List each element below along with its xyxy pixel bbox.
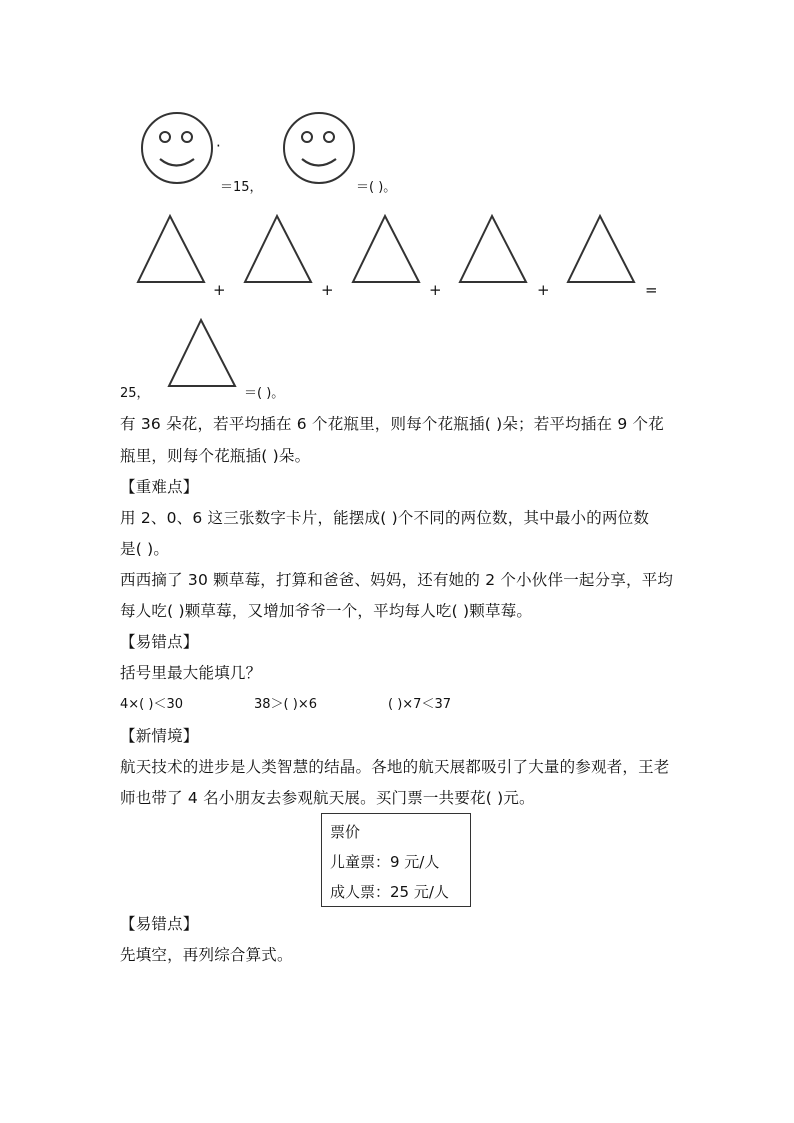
puzzle2-eq: ＝( )。 (244, 386, 285, 401)
q-bracket-title: 括号里最大能填几？ (120, 664, 262, 682)
smiley-face-icon (138, 112, 218, 186)
q-space-line2: 师也带了 4 名小朋友去参观航天展。买门票一共要花( )元。 (120, 789, 535, 807)
heading-error1: 【易错点】 (120, 633, 199, 651)
q-flowers-line1: 有 36 朵花，若平均插在 6 个花瓶里，则每个花瓶插( )朵；若平均插在 9 个花 (120, 415, 664, 433)
triangle-icon (351, 214, 421, 284)
q-fill: 先填空，再列综合算式。 (120, 946, 293, 964)
triangle-icon (167, 318, 237, 388)
heading-hard: 【重难点】 (120, 478, 199, 496)
q-bracket-expr3: ( )×7＜37 (388, 697, 451, 712)
q-bracket-expr1: 4×( )＜30 (120, 697, 183, 712)
triangle-icon (243, 214, 313, 284)
plus-sign: + (213, 281, 226, 299)
q-space-line1: 航天技术的进步是人类智慧的结晶。各地的航天展都吸引了大量的参观者，王老 (120, 758, 670, 776)
ticket-child: 儿童票：9 元/人 (330, 853, 440, 871)
plus-sign: + (429, 281, 442, 299)
triangle-icon (458, 214, 528, 284)
q-strawberry-line2: 每人吃( )颗草莓，又增加爷爷一个，平均每人吃( )颗草莓。 (120, 602, 533, 620)
q-flowers-line2: 瓶里，则每个花瓶插( )朵。 (120, 447, 311, 465)
q-bracket-expr2: 38＞( )×6 (254, 697, 317, 712)
puzzle1-eq1: ＝15， (220, 180, 263, 195)
heading-error2: 【易错点】 (120, 915, 199, 933)
q-strawberry-line1: 西西摘了 30 颗草莓，打算和爸爸、妈妈，还有她的 2 个小伙伴一起分享，平均 (120, 571, 674, 589)
smiley-face-icon (282, 112, 362, 186)
ticket-price-box (321, 813, 471, 907)
dot-mark: · (216, 137, 221, 155)
q-cards-line2: 是( )。 (120, 540, 170, 558)
equals-sign: = (645, 281, 658, 299)
plus-sign: + (321, 281, 334, 299)
heading-new: 【新情境】 (120, 727, 199, 745)
ticket-title: 票价 (330, 823, 361, 841)
triangle-icon (566, 214, 636, 284)
triangle-icon (136, 214, 206, 284)
ticket-adult: 成人票：25 元/人 (330, 883, 449, 901)
puzzle2-num: 25， (120, 386, 150, 401)
q-cards-line1: 用 2、0、6 这三张数字卡片，能摆成( )个不同的两位数，其中最小的两位数 (120, 509, 650, 527)
puzzle1-eq2: ＝( )。 (356, 180, 397, 195)
plus-sign: + (537, 281, 550, 299)
